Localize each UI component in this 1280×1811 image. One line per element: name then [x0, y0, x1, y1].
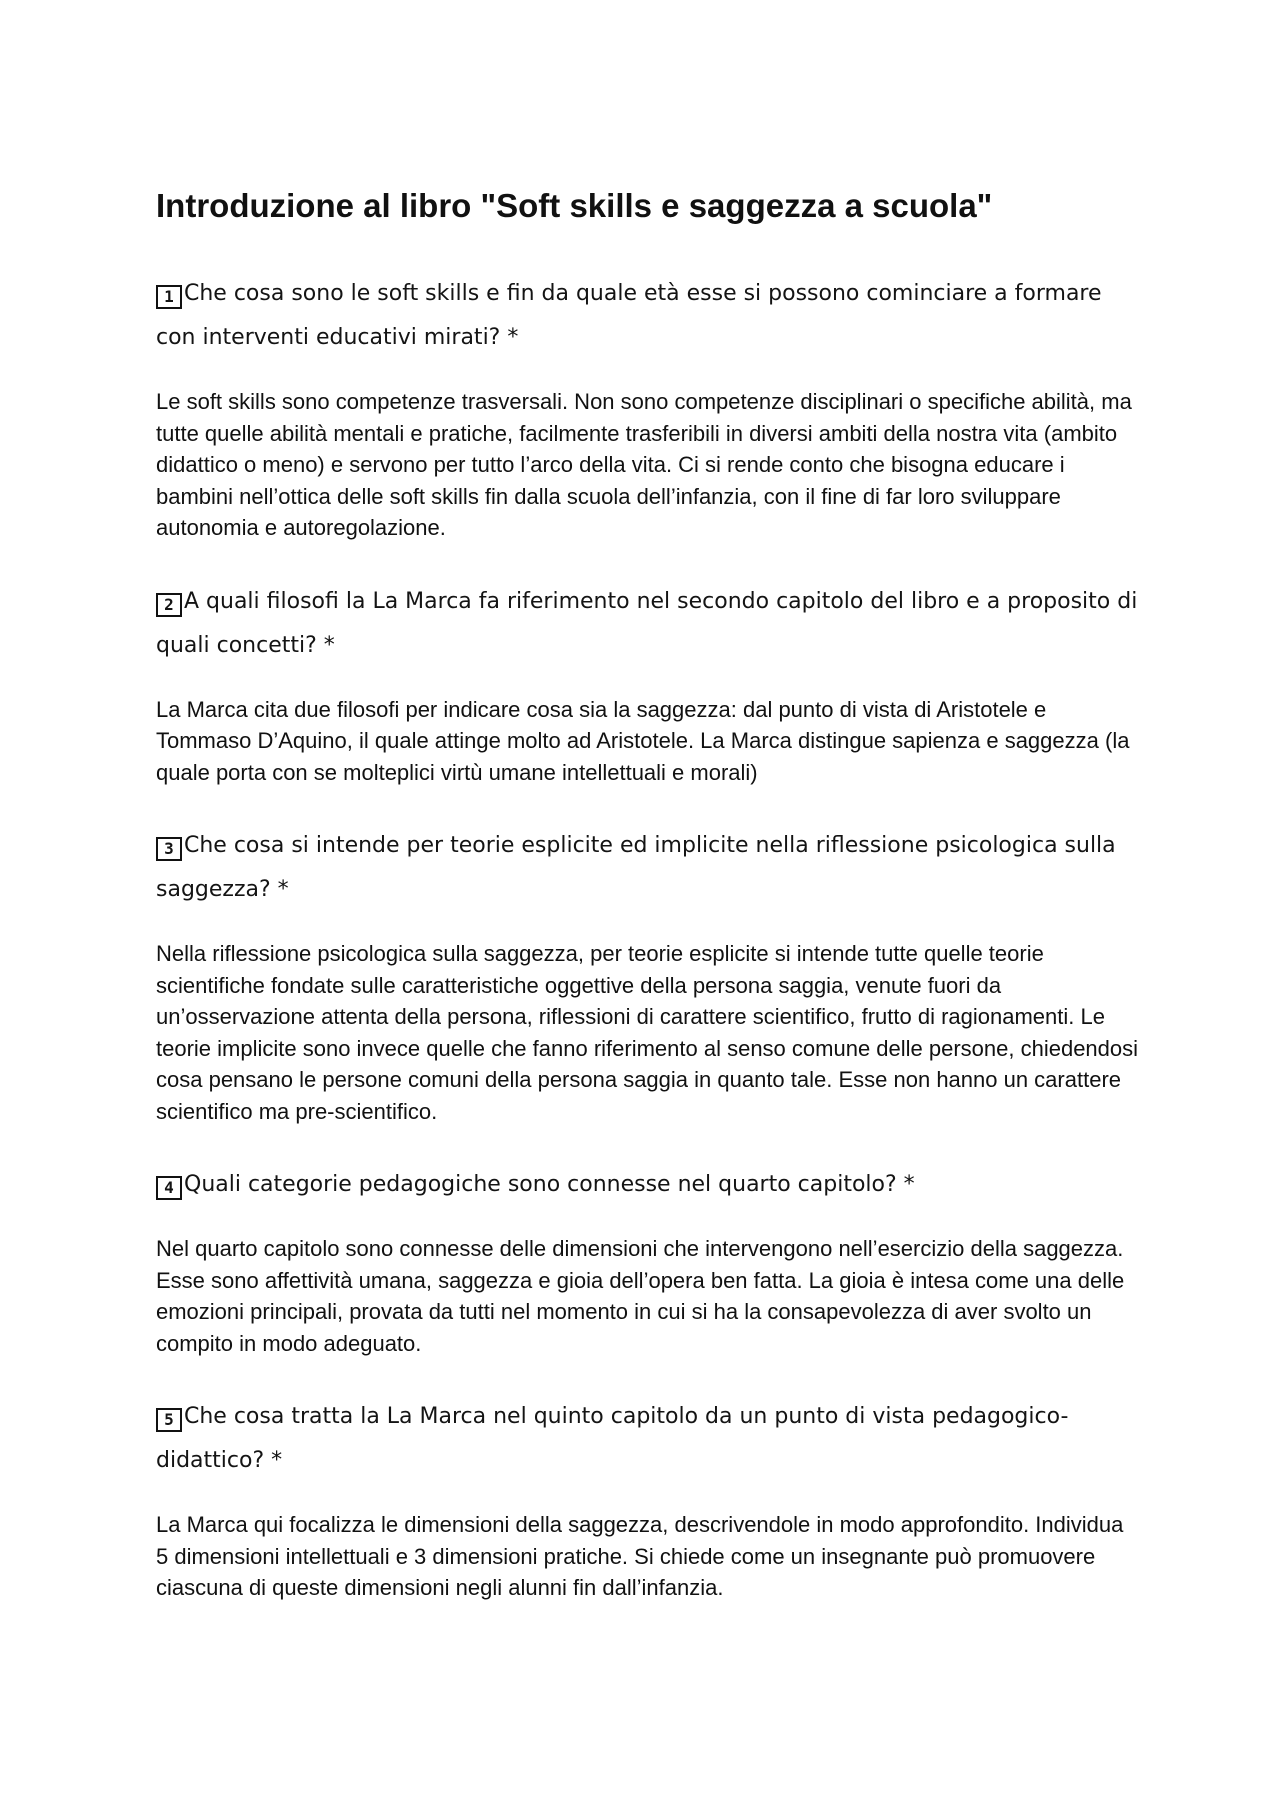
- question-number-badge: 1: [156, 285, 182, 309]
- question-number-badge: 2: [156, 593, 182, 617]
- answer-5: La Marca qui focalizza le dimensioni della saggezza, descrivendole in modo approfondito. Individua 5 dimensioni intellettuali e 3 dimensioni pratiche. Si chiede come un insegnante può promuovere ciascuna di queste dimensioni negli alunni fin dall’infanzia.: [156, 1512, 1136, 1600]
- qa-section-5: [156, 1395, 1146, 1604]
- answer-2: La Marca cita due filosofi per indicare cosa sia la saggezza: dal punto di vista di Aristotele e Tommaso D’Aquino, il quale attinge molto ad Aristotele. La Marca distingue sapienza e saggezza (la quale porta con se molteplici virtù umane intellettuali e morali): [156, 696, 1136, 785]
- question-5: [156, 1395, 1146, 1483]
- question-4: [156, 1163, 1146, 1207]
- question-number-badge: 3: [156, 837, 182, 861]
- question-number-badge: 5: [156, 1408, 182, 1432]
- document-content: [156, 186, 1146, 1640]
- question-text: Che cosa si intende per teorie esplicite ed implicite nella riflessione psicologica sulla saggezza? *: [156, 833, 1116, 902]
- question-text: Che cosa sono le soft skills e fin da quale età esse si possono cominciare a formare con interventi educativi mirati? *: [156, 281, 1102, 350]
- answer-1: Le soft skills sono competenze trasversali. Non sono competenze disciplinari o specifiche abilità, ma tutte quelle abilità mentali e pratiche, facilmente trasferibili in diversi ambiti della nostra vita (ambito didattico o meno) e servono per tutto l’arco della vita. Ci si rende conto che bisogna educare i bambini nell’ottica delle soft skills fin dalla scuola dell’infanzia, con il fine di far loro sviluppare autonomia e autoregolazione.: [156, 389, 1138, 540]
- question-text: Quali categorie pedagogiche sono connesse nel quarto capitolo? *: [184, 1172, 915, 1197]
- answer-4: Nel quarto capitolo sono connesse delle dimensioni che intervengono nell’esercizio della saggezza. Esse sono affettività umana, saggezza e gioia dell’opera ben fatta. La gioia è intesa come una delle emozioni principali, provata da tutti nel momento in cui si ha la consapevolezza di aver svolto un compito in modo adeguato.: [156, 1236, 1131, 1356]
- question-text: A quali filosofi la La Marca fa riferimento nel secondo capitolo del libro e a proposito di quali concetti? *: [156, 588, 1138, 658]
- question-1: [156, 272, 1146, 360]
- question-text: Che cosa tratta la La Marca nel quinto capitolo da un punto di vista pedagogico-didattico? *: [156, 1404, 1069, 1473]
- qa-section-1: [156, 272, 1146, 544]
- qa-section-4: [156, 1163, 1146, 1359]
- question-number-badge: 4: [156, 1176, 182, 1200]
- answer-3: Nella riflessione psicologica sulla saggezza, per teorie esplicite si intende tutte quelle teorie scientifiche fondate sulle caratteristiche oggettive della persona saggia, venute fuori da un’osservazione attenta della persona, riflessioni di carattere scientifico, frutto di ragionamenti. Le teorie implicite sono invece quelle che fanno riferimento al senso comune delle persone, chiedendosi cosa pensano le persone comuni della persona saggia in quanto tale. Esse non hanno un carattere scientifico ma pre-scientifico.: [156, 941, 1145, 1124]
- qa-section-3: [156, 824, 1146, 1127]
- question-2: [156, 580, 1146, 668]
- question-3: [156, 824, 1146, 912]
- qa-section-2: [156, 580, 1146, 789]
- document-title: Introduzione al libro "Soft skills e saggezza a scuola": [156, 187, 993, 224]
